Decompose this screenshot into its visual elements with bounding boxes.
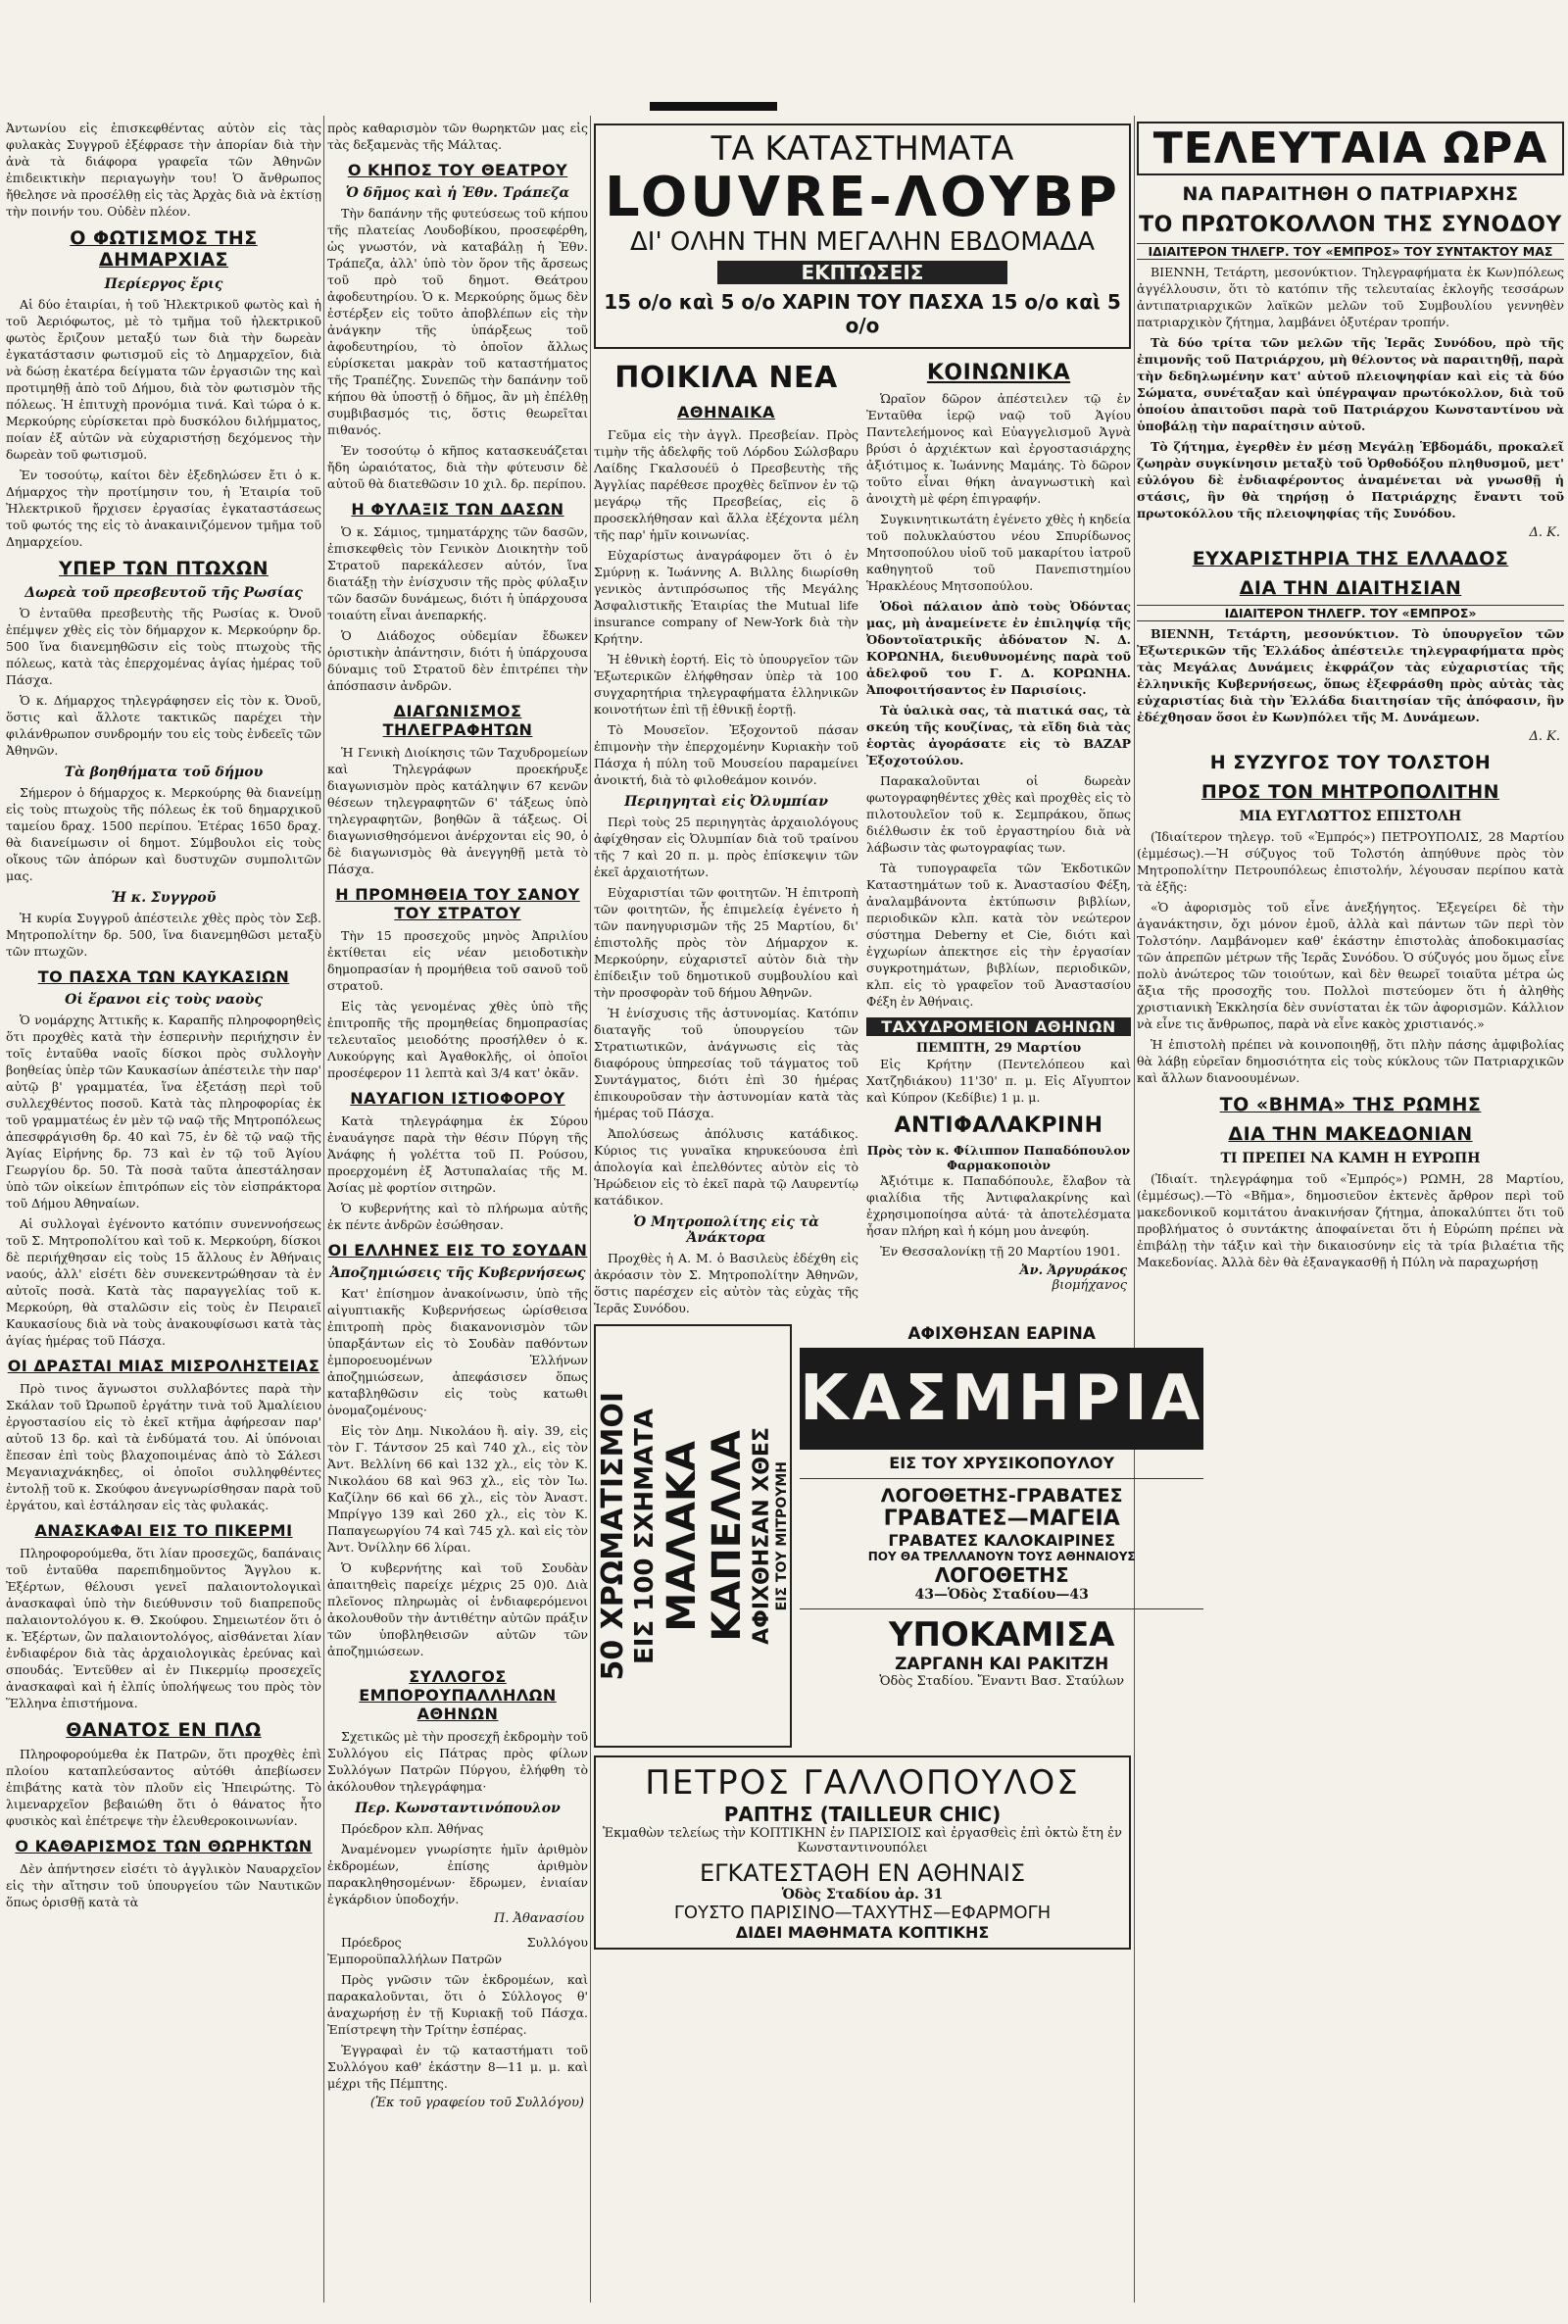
signature: Π. Ἀθανασίου	[494, 1911, 584, 1926]
subheadline: Οἱ ἔρανοι εἰς τοὺς ναοὺς	[65, 992, 263, 1008]
masthead-rule	[650, 102, 777, 111]
signature: Δ. Κ.	[1529, 525, 1560, 540]
post-date: ΠΕΜΠΤΗ, 29 Μαρτίου	[915, 1041, 1082, 1056]
column-rule	[590, 116, 591, 2302]
article-text: Ὁ ἐνταῦθα πρεσβευτὴς τῆς Ρωσίας κ. Ὀνοῦ ἐπέμψεν χθὲς εἰς τὸν δήμαρχον κ. Μερκούρην δρ. 500 ἵνα διανεμηθῶσιν εἰς τοὺς πτωχοὺς τῆς πόλεως, κατὰ τὰς ἐπερχομένας ἁγίας ἡμέρας τοῦ Πάσχα.	[6, 606, 321, 687]
ad-headline: ΥΠΟΚΑΜΙΣΑ	[888, 1615, 1115, 1655]
article-text: Γεῦμα εἰς τὴν ἀγγλ. Πρεσβείαν. Πρὸς τιμὴν τῆς ἀδελφῆς τοῦ Λόρδου Σώλσβαρυ Λαίδης Γκαλσουέϋ ὁ Πρεσβευτὴς τῆς Ἀγγλίας παρέθεσε προχθὲς δεῖπνον ἐν τῷ μεγάρῳ τῆς Πρεσβείας, εἰς ὃ προσεκλήθησαν καὶ ἄλλα ἐξέχοντα μέλη τῆς παρ' ἡμῖν κοινωνίας.	[594, 427, 858, 542]
ad-brand: LOUVRE-ΛΟΥΒΡ	[605, 166, 1120, 229]
ad-line: ΑΦΙΧΘΗΣΑΝ ΕΑΡΙΝΑ	[907, 1324, 1096, 1344]
subheadline: ΤΙ ΠΡΕΠΕΙ ΝΑ ΚΑΜΗ Η ΕΥΡΩΠΗ	[1220, 1151, 1481, 1166]
section-subheadline: ΑΘΗΝΑΙΚΑ	[677, 403, 775, 421]
article-text: ΒΙΕΝΝΗ, Τετάρτη, μεσονύκτιον. Τὸ ὑπουργεῖον τῶν Ἐξωτερικῶν τῆς Ἑλλάδος ἀπέστειλε τηλεγραφήματα πρὸς τὰς Μεγάλας Δυνάμεις ἐκφράζον τὰς εὐχαριστίας τῆς ἑλληνικῆς Κυβερνήσεως, ὅπως ἐξεφράσθη πρὸς αὐτὰς τὰς εὐχαριστίας διὰ τὴν Ἑλλάδα διαιτησίαν τῆς ἀπόφασιν, ἣν ἐδέχθησαν ὅσοι ἐν Κων)πόλει τῆς Μ. Δυνάμεων.	[1137, 626, 1564, 724]
ad-line: ΕΙΣ ΤΟΥ ΜΙΤΡΟΥΜΗ	[774, 1460, 790, 1611]
article-text: Πληροφορούμεθα, ὅτι λίαν προσεχῶς, δαπάναις τοῦ ἐνταῦθα παρεπιδημοῦντος Ἄγγλου κ. Ἐξέρτων, θέλουσι γενεῖ παλαιοντολογικαὶ ἀνασκαφαὶ ὑπὸ τὴν διεύθυνσιν τοῦ διαπρεποῦς παλαιοντολόγου κ. Θ. Σκούφου. Σημειωτέον ὅτι ὁ κ. Ἐξέρτων, ὢν παλαιοντολόγος, αἰσθάνεται λίαν ἐνδιαφέρον διὰ τὰς ἀρχαιολογικὰς ἐρεύνας καὶ σπουδάς. Ἐντεῦθεν αἱ ἐν Πικερμίῳ προσεχεῖς ἀνασκαφαὶ καὶ ἡ ἐλπίς ὑπολήψεως του πρὸς τὸν Ἕλληνα ἐπιστήμονα.	[6, 1546, 321, 1710]
article-text: Ἀναμένομεν γνωρίσητε ἡμῖν ἀριθμὸν ἐκδρομέων, ἐπίσης ἀριθμὸν παρακληθησομένων· ἔδρωμεν, ἐνιαίαν ἐγκάρδιον ὑποδοχήν.	[327, 1842, 588, 1906]
ad-headline: ΑΝΤΙΦΑΛΑΚΡΙΝΗ	[894, 1113, 1103, 1138]
article-text: Πρόεδρος Συλλόγου Ἐμποροϋπαλλήλων Πατρῶν	[327, 1935, 588, 1966]
article-text: Πρόεδρον κλπ. Ἀθήνας	[341, 1821, 484, 1836]
headline: Η ΠΡΟΜΗΘΕΙΑ ΤΟΥ ΣΑΝΟΥ ΤΟΥ ΣΤΡΑΤΟΥ	[335, 885, 580, 922]
news-columns	[594, 353, 1131, 1320]
article-text: (Ἰδιαίτερον τηλεγρ. τοῦ «Ἐμπρός») ΠΕΤΡΟΥΠΟΛΙΣ, 28 Μαρτίου (ἐμμέσως).—Ἡ σύζυγος τοῦ Τολστόη ἀπηύθυνε πρὸς τὸν Μητροπολίτην Πετρουπόλεως ἐπιστολήν, λέγουσαν περίπου κατὰ τὰ ἑξῆς:	[1137, 829, 1564, 894]
article-text: Τὸ Μουσεῖον. Ἐξοχοντοῦ πάσαν ἐπιμονὴν τὴν ἐπερχομένην Κυριακὴν τοῦ Πάσχα ἡ πύλη τοῦ Μουσείου παραμείνει ἀνοικτή, διὰ τὸ φιλοθεάμον κοινόν.	[594, 722, 858, 787]
signature: Ἀν. Ἀργυράκος	[1019, 1263, 1127, 1278]
headline: ΝΑΥΑΓΙΟΝ ΙΣΤΙΟΦΟΡΟΥ	[350, 1089, 565, 1108]
article-text: Τὸ ζήτημα, ἐγερθὲν ἐν μέσῃ Μεγάλῃ Ἑβδομάδι, προκαλεῖ ζωηρὰν συγκίνησιν μεταξὺ τοῦ Ὀρθοδόξου πληθυσμοῦ, μετ' εὐλόγου δὲ ἐνδιαφέροντος ἀναμένεται νὰ γνωσθῇ ἡ στάσις, ἣν θὰ τηρήσῃ ὁ Πατριάρχης ἔναντι τοῦ πρωτοκόλλου τῆς πλειοψηφίας τῆς Συνόδου.	[1137, 439, 1564, 520]
article-text: Ὁ κ. Σάμιος, τμηματάρχης τῶν δασῶν, ἐπισκεφθεὶς τὸν Γενικὸν Διοικητὴν τοῦ Στρατοῦ παρεκάλεσεν αὐτόν, ἵνα διατάξῃ τὴν ἐνίσχυσιν τῆς πρὸς φύλαξιν τῶν δασῶν δυνάμεως, διότι ἡ ὑπάρχουσα τοιαύτη εἶναι ἀνεπαρκής.	[327, 524, 588, 622]
headline: ΕΥΧΑΡΙΣΤΗΡΙΑ ΤΗΣ ΕΛΛΑΔΟΣ	[1192, 548, 1509, 569]
headline: ΟΙ ΕΛΛΗΝΕΣ ΕΙΣ ΤΟ ΣΟΥΔΑΝ	[327, 1241, 588, 1260]
article-text: Ὁ Διάδοχος οὐδεμίαν ἔδωκεν ὁριστικὴν ἀπάντησιν, διότι ἡ ὑπάρχουσα δύναμις τοῦ Στρατοῦ δὲν ἐπιτρέπει τὴν ἀπόσπασιν ἀνδρῶν.	[327, 628, 588, 693]
section-title: ΤΕΛΕΥΤΑΙΑ ΩΡΑ	[1137, 122, 1564, 175]
subheadline: Περιηγηταὶ εἰς Ὀλυμπίαν	[624, 794, 828, 810]
article-text: Σήμερον ὁ δήμαρχος κ. Μερκούρης θὰ διανείμῃ εἰς τοὺς πτωχοὺς τῆς πόλεως ἐκ τοῦ δημαρχικοῦ ταμείου δραχ. 1500 περίπου. Ἑτέρας 1650 δραχ. θὰ διανείμωσιν οἱ δημοτ. Σύμβουλοι εἰς τοὺς οἴκους τῶν ἀπόρων καὶ δυστυχῶν συμπολιτῶν μας.	[6, 785, 321, 883]
louvre-advertisement	[594, 124, 1131, 349]
headline: Η ΣΥΖΥΓΟΣ ΤΟΥ ΤΟΛΣΤΟΗ	[1209, 752, 1492, 773]
ad-headline: ΠΕΤΡΟΣ ΓΑΛΛΟΠΟΥΛΟΣ	[645, 1763, 1080, 1803]
article-text: Κατ' ἐπίσημον ἀνακοίνωσιν, ὑπὸ τῆς αἰγυπτιακῆς Κυβερνήσεως ὡρίσθεισα ἐπιτροπὴ πρὸς διακανονισμὸν τῶν ὑπαρξάντων εἰς τὸ Σουδὰν παθόντων ἐμποροευομένων Ἑλλήνων ἀποζημιώσεων, ἀπεφάσισεν ὅπως καταβληθῶσιν εἰς τοὺς κατωθι ὀνομαζομένους·	[327, 1286, 588, 1417]
headline: ΔΙΑΓΩΝΙΣΜΟΣ ΤΗΛΕΓΡΑΦΗΤΩΝ	[382, 702, 533, 739]
subheadline: ΜΙΑ ΕΥΓΛΩΤΤΟΣ ΕΠΙΣΤΟΛΗ	[1239, 809, 1462, 824]
subheadline: Τὰ βοηθήματα τοῦ δήμου	[64, 765, 264, 780]
article-text: Εἰς Κρήτην (Πεντελόπεου καὶ Χατζηδιάκου) 11'30' π. μ. Εἰς Αἴγυπτον καὶ Κύπρον (Κεδίβιε) 1 μ. μ.	[866, 1057, 1131, 1105]
ad-subtitle: ΔΙ' ΟΛΗΝ ΤΗΝ ΜΕΓΑΛΗΝ ΕΒΔΟΜΑΔΑ	[629, 227, 1096, 257]
ad-address: Ὁδὸς Σταδίου. Ἔναντι Βασ. Σταύλων	[879, 1674, 1125, 1689]
ad-line: ΡΑΠΤΗΣ (TAILLEUR CHIC)	[723, 1803, 1002, 1826]
subheadline: Ἀποζημιώσεις τῆς Κυβερνήσεως	[329, 1265, 586, 1281]
ad-line: ΓΟΥΣΤΟ ΠΑΡΙΣΙΝΟ—ΤΑΧΥΤΗΣ—ΕΦΑΡΜΟΓΗ	[673, 1903, 1052, 1923]
article-text: Πρὸ τινος ἄγνωστοι συλλαβόντες παρὰ τὴν Σκάλαν τοῦ Ὠρωποῦ ἐργάτην τινὰ τοῦ Ἀμαλίειου ἐργοστασίου εἰς τὸ ἐκεῖ κτῆμα ἀφήρεσαν παρ' αὐτοῦ 13 δρ. καὶ τὰ ἐνδύματά του. Αἱ ὑπόνοιαι ἔπεσαν ἐπὶ τοὺς βλαχοποιμένας ἀπὸ τὸ Σάλεσι Μεγανιαχνάκηδες, οἱ ὁποῖοι συλληφθέντες ἐντολῇ τοῦ κ. Σκούφου ἀνεγνωρίσθησαν παρὰ τοῦ ἐργάτου, καὶ ἐστάλησαν εἰς τὰς φυλακάς.	[6, 1381, 321, 1512]
ad-line: ΜΑΛΑΚΑ	[660, 1440, 705, 1632]
ad-line: ΛΟΓΟΘΕΤΗΣ	[934, 1563, 1069, 1587]
article-text: Προχθὲς ἡ Α. Μ. ὁ Βασιλεὺς ἐδέχθη εἰς ἀκρόασιν τὸν Σ. Μητροπολίτην Ἀθηνῶν, ὅστις παρέσχεν εἰς αὐτὸν τὰς εὐχὰς τῆς Ἱερᾶς Συνόδου.	[594, 1251, 858, 1315]
ad-line: ΕΓΚΑΤΕΣΤΑΘΗ ΕΝ ΑΘΗΝΑΙΣ	[699, 1859, 1026, 1887]
ad-line: ΕΙΣ 100 ΣΧΗΜΑΤΑ	[630, 1408, 660, 1664]
signature: (Ἐκ τοῦ γραφείου τοῦ Συλλόγου)	[369, 2096, 584, 2110]
article-text: Τὰ δύο τρίτα τῶν μελῶν τῆς Ἱερᾶς Συνόδου, πρὸ τῆς ἐπιμονῆς τοῦ Πατριάρχου, μὴ θέλοντος νὰ παραιτηθῇ, παρὰ τὴν δεδηλωμένην κατ' αὐτοῦ πλειοψηφίαν καὶ εἰς τὰ δύο Σώματα, συνέταξαν καὶ ὑπέγραψαν πρωτόκολλον, διὰ τοῦ ὁποίου ἀπαιτοῦσι παρὰ τοῦ Πατριάρχου Κωνσταντίνου νὰ ὑποβάλῃ τὴν παραίτησιν αὐτοῦ.	[1137, 335, 1564, 433]
headline: ΤΟ «ΒΗΜΑ» ΤΗΣ ΡΩΜΗΣ	[1219, 1094, 1482, 1115]
ad-date: Ἐν Θεσσαλονίκῃ τῇ 20 Μαρτίου 1901.	[880, 1244, 1121, 1259]
article-text: Δὲν ἀπήντησεν εἰσέτι τὸ ἀγγλικὸν Ναυαρχεῖον εἰς τὴν αἴτησιν τοῦ ὑπουργείου τῶν Ναυτικῶν ὅπως ὁρισθῇ κατὰ τὰ	[6, 1861, 321, 1909]
article-text: πρὸς καθαρισμὸν τῶν θωρηκτῶν μας εἰς τὰς δεξαμενὰς τῆς Μάλτας.	[327, 121, 588, 152]
section-headline: ΠΟΙΚΙΛΑ ΝΕΑ	[614, 361, 838, 395]
ad-line: ΓΡΑΒΑΤΕΣ—ΜΑΓΕΙΑ	[883, 1507, 1120, 1531]
ad-text: Ἐκμαθὼν τελείως τὴν ΚΟΠΤΙΚΗΝ ἐν ΠΑΡΙΣΙΟΙΣ καὶ ἐργασθεὶς ἐπὶ ὀκτὼ ἔτη ἐν Κωνσταντινουπόλει	[603, 1826, 1122, 1855]
article-text: Ἐν τοσούτῳ, καίτοι δὲν ἐξεδηλώσεν ἔτι ὁ κ. Δήμαρχος τὴν προτίμησιν του, ἡ Ἑταιρία τοῦ Ἠλεκτρικοῦ ἤρχισεν ἐργασίας ἐγκαταστάσεως τοῦ φωτός της εἰς τὸ ἀνακαινιζόμενον τμῆμα τοῦ Δημαρχείου.	[6, 468, 321, 549]
column-rule	[1134, 116, 1135, 2302]
article-text: Πρὸς γνῶσιν τῶν ἐκδρομέων, καὶ παρακαλοῦνται, ὅτι ὁ Σύλλογος θ' ἀναχωρήσῃ ἐν τῇ Κυριακῇ τοῦ Πάσχα. Ἐπίστρεψη τὴν Τρίτην ἑσπέρας.	[327, 1972, 588, 2037]
subheadline: Ἡ κ. Συγγροῦ	[111, 890, 217, 906]
subheadline: Περ. Κωνσταντινόπουλον	[355, 1801, 561, 1816]
article-text: Εὐχαριστίαι τῶν φοιτητῶν. Ἡ ἐπιτροπὴ τῶν φοιτητῶν, ἧς ἐπιμελείᾳ ἐγένετο ἡ τῶν πανηγυρισμῶν τῆς 25 Μαρτίου, δι' ἐπιστολῆς πρὸς τὸν Δήμαρχον κ. Μερκούρην, εὐχαριστεῖ αὐτὸν διὰ τὴν ἐπίδειξιν τοῦ δημοτικοῦ συμβουλίου καὶ τὴν προσφορὰν τοῦ δήμου Ἀθηνῶν.	[594, 885, 858, 1000]
column-2	[327, 120, 588, 2302]
ad-address: 43—Ὁδὸς Σταδίου—43	[914, 1587, 1089, 1603]
headline: ΣΥΛΛΟΓΟΣ ΕΜΠΟΡΟΥΠΑΛΛΗΛΩΝ ΑΘΗΝΩΝ	[359, 1667, 557, 1723]
ad-line: ΕΙΣ ΤΟΥ ΧΡΥΣΙΚΟΠΟΥΛΟΥ	[889, 1454, 1115, 1472]
article-text: Αἱ δύο ἑταιρίαι, ἡ τοῦ Ἠλεκτρικοῦ φωτὸς καὶ ἡ τοῦ Ἀεριόφωτος, μὲ τὸ τμῆμα τοῦ ἠλεκτρικοῦ φωτὸς ἔριζουν μεταξύ των διὰ τὴν δωρεὰν ἐγκατάστασιν φωτισμοῦ εἰς τὸ Δημαρχεῖον, διὰ νὰ δώσῃ ἑκατέρα δείγματα τῶν ἐργασιῶν της καὶ προτιμηθῇ ἀπὸ τοῦ Δήμου, διὰ τὸν φωτισμὸν τῆς πόλεως. Ἡ ἐπιτυχὴ προνόμια τινά. Καὶ τώρα ὁ κ. Μερκούρης εὑρίσκεται πρὸ δυσκόλου διλήμματος, ποίαν ἐξ αὐτῶν νὰ εὐχαριστήσῃ δεχόμενος τὴν δωρεὰν τοῦ φωτισμοῦ.	[6, 297, 321, 462]
column-rule	[323, 116, 324, 2302]
ad-line: ΓΡΑΒΑΤΕΣ ΚΑΛΟΚΑΙΡΙΝΕΣ	[888, 1531, 1115, 1550]
ad-address: Ὁδὸς Σταδίου ἀρ. 31	[781, 1887, 944, 1903]
article-text: «Ὁ ἀφορισμὸς τοῦ εἶνε ἀνεξήγητος. Ἐξεγείρει δὲ τὴν ἀγανάκτησιν, ὄχι μόνον ἐμοῦ, ἀλλὰ καὶ πάντων τῶν περὶ τὸν Τολστόην. Λαμβάνομεν καθ' ἑκάστην ἐπιστολὰς ἀποδοκιμασίας τῶν ἀπρεπῶν μέτρων τῆς Ἱερᾶς Συνόδου. Ὁ σύζυγός μου ὅμως εἶνε πολὺ ἀνώτερος τῶν τοιούτων, καὶ δὲν θεωρεῖ τοιαῦτα μέτρα ὡς ἄξια τῆς προσοχῆς του. Πολλοὶ πιστεύομεν ὅτι ἡ ἀληθὴς χριστιανικὴ Ἐκκλησία δὲν συνίσταται ἐκ τῶν ἀφορισμῶν. Κάλλιον νὰ εἶνε τις ἄνθρωπος, παρὰ νὰ εἶνε κακὸς χριστιανός.»	[1137, 900, 1564, 1031]
headline: Ο ΦΩΤΙΣΜΟΣ ΤΗΣ ΔΗΜΑΡΧΙΑΣ	[70, 227, 258, 271]
article-text: Ἐν τοσούτῳ ὁ κῆπος κατασκευάζεται ἤδη ὡραιότατος, διὰ τὴν φύτευσιν δὲ αὐτοῦ θὰ διατεθῶσιν 10 χιλ. δρ. περίπου.	[327, 443, 588, 491]
column-3	[594, 120, 1204, 2302]
ad-title: ΤΑ ΚΑΤΑΣΤΗΜΑΤΑ	[710, 129, 1014, 169]
headline: Ο ΚΗΠΟΣ ΤΟΥ ΘΕΑΤΡΟΥ	[347, 161, 568, 179]
article-text: Τὴν 15 προσεχοῦς μηνὸς Ἀπριλίου ἐκτίθεται εἰς νέαν μειοδοτικὴν δημοπρασίαν ἡ προμήθεια τοῦ σανοῦ τοῦ στρατοῦ.	[327, 928, 588, 993]
ad-line: ΖΑΡΓΑΝΗ ΚΑΙ ΡΑΚΙΤΖΗ	[895, 1655, 1109, 1674]
article-text: Πληροφορούμεθα ἐκ Πατρῶν, ὅτι προχθὲς ἐπὶ πλοίου καταπλεύσαντος αὐτόθι ἀπεβίωσεν ἐπιβάτης κατὰ τὸν πλοῦν εἰς Ἠπειρώτης. Τὸ λιμεναρχεῖον βεβαιώθη ὅτι ὁ θάνατος ἦτο φυσικὸς καὶ ἐπέτρεψε τὴν ἐλευθεροκοινωνίαν.	[6, 1747, 321, 1828]
dateline: ΙΔΙΑΙΤΕΡΟΝ ΤΗΛΕΓΡ. ΤΟΥ «ΕΜΠΡΟΣ»	[1137, 605, 1564, 621]
headline: ΤΟ ΠΑΣΧΑ ΤΩΝ ΚΑΥΚΑΣΙΩΝ	[37, 967, 290, 986]
article-text: Συγκινητικωτάτη ἐγένετο χθὲς ἡ κηδεία τοῦ πολυκλαύστου νέου Σπυρίδωνος Μητσοπούλου υἱοῦ τοῦ μακαρίτου ἰατροῦ καθηγητοῦ τοῦ Πανεπιστημίου Ἡρακλέους Μητσοπούλου.	[866, 512, 1131, 593]
article-text: Σχετικῶς μὲ τὴν προσεχῆ ἐκδρομὴν τοῦ Συλλόγου εἰς Πάτρας πρὸς φίλων Συλλόγων Πατρῶν Πύργου, ἐλήφθη τὸ ἀκόλουθον τηλεγράφημα·	[327, 1729, 588, 1794]
article-text: Ἡ ἐπιστολὴ πρέπει νὰ κοινοποιηθῇ, ὅτι πλὴν πάσης ἀμφιβολίας θὰ λάβῃ εὐρεῖαν δημοσιότητα εἰς τοὺς κύκλους τῶν Πατριαρχικῶν καὶ ἄλλων διανοουμένων.	[1137, 1037, 1564, 1085]
ad-text: Ἀξιότιμε κ. Παπαδόπουλε, ἔλαβον τὰ φιαλίδια τῆς Ἀντιφαλακρίνης καὶ ἐχρησιμοποίησα αὐτά· τὰ ἀποτελέσματα ἦσαν πλήρη καὶ ἡ κόμη μου ἀνεφύη.	[866, 1173, 1131, 1238]
ad-line: ΔΙΔΕΙ ΜΑΘΗΜΑΤΑ ΚΟΠΤΙΚΗΣ	[735, 1923, 990, 1942]
ad-text: Ὁδοὶ πάλαιον ἀπὸ τοὺς Ὀδόντας μας, μὴ ἀναμείνετε ἐν ἐπιληψίᾳ τῆς Ὀδοντοϊατρικῆς ἀδόνατον Ν. Δ. ΚΟΡΩΝΗΑ, διευθυνομένης παρὰ τοῦ ἀδελφοῦ του Γ. Δ. ΚΟΡΩΝΗΑ. Ἀποφοιτήσαντος ἐν Παρισίοις.	[866, 599, 1131, 697]
article-text: Τὰ τυπογραφεῖα τῶν Ἐκδοτικῶν Καταστημάτων τοῦ κ. Ἀναστασίου Φέξη, ἀναλαμβάνοντα ἐκτύπωσιν βιβλίων, περιοδικῶν κλπ. κατὰ τὸν νεώτερον σύστημα Deberny et Cie, διότι καὶ ἐγχωρίων ἀπεκτησε εἰς τὴν ἐργασίαν συγκροτημάτων, βιβλίων, περιοδικῶν, κλπ. εἰς τὸ γραφεῖον τοῦ Ἀναστασίου Φέξη ἐν Ἀθήναις.	[866, 861, 1131, 1009]
subheadline: Δωρεὰ τοῦ πρεσβευτοῦ τῆς Ρωσίας	[24, 585, 303, 601]
article-text: Τὴν δαπάνην τῆς φυτεύσεως τοῦ κήπου τῆς πλατείας Λουδοβίκου, προσεφέρθη, ὡς γνωστόν, νὰ καταβάλῃ ἡ Ἐθν. Τράπεζα, ἀλλ' ὑπὸ τὸν ὅρον τῆς ἄρσεως τοῦ πρὸ τοῦ δημοτ. Θεάτρου ἀφοδευτηρίου. Ὁ κ. Μερκούρης ὅμως δὲν ἐστέρξεν εἰς τοῦτο ἀποβλέπων εἰς τὴν ἀνάγκην τῆς ὑπάρξεως τοῦ ἀφοδευτηρίου, τὸ ὁποῖον ἄλλως εὑρίσκεται μακρὰν τοῦ καταστήματος τῆς Τραπέζης. Συνεπῶς τὴν δαπάνην τοῦ κήπου θὰ ὑποστῇ ὁ δῆμος, ἂν μὴ ἐπέλθῃ συμβιβασμός τις, ὅστις θεωρεῖται πιθανός.	[327, 206, 588, 437]
article-text: Ἡ ἐνίσχυσις τῆς ἀστυνομίας. Κατόπιν διαταγῆς τοῦ ὑπουργείου τῶν Στρατιωτικῶν, ἀνάγνωσις εἰς τὰς διαφόρους ὑπηρεσίας τοῦ τάγματος τοῦ Συντάγματος, διότι ἐπὶ 30 ἡμέρας ἐπικουροῦσαν τὴν ἀστυνομίαν κατὰ τὰς ἡμέρας τοῦ Πάσχα.	[594, 1006, 858, 1120]
ad-band: ΕΚΠΤΩΣΕΙΣ	[717, 261, 1007, 284]
headline: Ο ΚΑΘΑΡΙΣΜΟΣ ΤΩΝ ΘΩΡΗΚΤΩΝ	[15, 1837, 313, 1855]
column-4	[1137, 120, 1564, 2302]
ad-line: ΠΟΥ ΘΑ ΤΡΕΛΛΑΝΟΥΝ ΤΟΥΣ ΑΘΗΝΑΙΟΥΣ	[867, 1550, 1136, 1563]
article-text: Ὁ νομάρχης Ἀττικῆς κ. Καραπῆς πληροφορηθεὶς ὅτι προχθὲς κατὰ τὴν ἑσπερινὴν περιήχησιν ἐν τοῖς ἐνταῦθα ναοῖς δίσκοι πρὸς συλλογὴν βοηθείας ὑπὲρ τῶν Καυκασίων ἀπέστειλε τὴν παρ' αὐτῷ β' γραμματέα, ἵνα ἐξετάσῃ περὶ τοῦ συλλεχθέντος ποσοῦ. Κατὰ τὰς πληροφορίας ἐκ τοῦ γραμματέως ἐν μὲν τῷ ναῷ τῆς Μητροπόλεως ἀπεσφράγισθη δρ. 40 καὶ 75, ἐν δὲ τῷ ναῷ τῆς Ἁγίας Εἰρήνης δρ. 73 καὶ ἐν τῷ τοῦ Ἁγίου Γεωργίου δρ. 50. Τὰ ποσὰ ταῦτα ἀπεστάλησαν ὑπὸ τῶν οἰκείων ἐπιτρόπων εἰς τὸν εἰσπράκτορα τοῦ Δήμου Ἀθηναίων.	[6, 1013, 321, 1211]
article-text: Αἱ συλλογαὶ ἐγένοντο κατόπιν συνεννοήσεως τοῦ Σ. Μητροπολίτου καὶ τοῦ κ. Μερκούρη, δίσκοι δὲ περιήχθησαν εἰς τοὺς 15 ἄλλους ἐν Ἀθήναις ναούς, ἀλλ' εἰσέτι δὲν συνεκεντρώθησαν τὰ ἐν αὐτοῖς ποσὰ. Κατὰ τὰς παραγγελίας τοῦ κ. Μερκούρη, θὰ σταλῶσιν εἰς τοὺς ἐν Πειραιεῖ Καυκασίους διὰ νὰ τοὺς ἀνακουφίσωσι κατὰ τὰς ἁγίας ἡμέρας τοῦ Πάσχα.	[6, 1216, 321, 1348]
ad-text: Τὰ ὑαλικὰ σας, τὰ πιατικά σας, τὰ σκεύη τῆς κουζίνας, τὰ εἴδη διὰ τὰς ἑορτὰς ἀγοράσατε εἰς τὸ ΒΑΖΑΡ Ἐξοχοτούλου.	[866, 703, 1131, 767]
ad-line: ΚΑΠΕΛΛΑ	[705, 1430, 750, 1642]
column-1	[6, 120, 321, 2302]
article-text: Ὁ κ. Δήμαρχος τηλεγράφησεν εἰς τὸν κ. Ὀνοῦ, ὅστις καὶ ἄλλοτε τακτικῶς παρέχει τὴν φιλάνθρωπον συνδρομήν του εἰς τοὺς ἐνδεεῖς τῶν Ἀθηνῶν.	[6, 693, 321, 758]
headline: ΟΙ ΔΡΑΣΤΑΙ ΜΙΑΣ ΜΙΣΡΟΛΗΣΤΕΙΑΣ	[7, 1357, 320, 1375]
ad-line: ΛΟΓΟΘΕΤΗΣ-ΓΡΑΒΑΤΕΣ	[880, 1485, 1123, 1507]
ad-discount: 15 ο/ο καὶ 5 ο/ο ΧΑΡΙΝ ΤΟΥ ΠΑΣΧΑ 15 ο/ο καὶ 5 ο/ο	[604, 290, 1121, 337]
headline: Η ΦΥΛΑΞΙΣ ΤΩΝ ΔΑΣΩΝ	[351, 500, 564, 519]
section-headline: ΤΑΧΥΔΡΟΜΕΙΟΝ ΑΘΗΝΩΝ	[866, 1017, 1131, 1036]
article-text: Ἀπολύσεως ἀπόλυσις κατάδικος. Κύριος τις γυναῖκα κηρυκεύουσα ἐπὶ ἀπολογία καὶ ἐπελθόντες αὐτὸν εἰς τὸ Ἡρώδειον εἰς τὸ ἐκεῖ παρὰ τῷ Λαυρεντίῳ κατάδικον.	[594, 1126, 858, 1208]
dateline: ΙΔΙΑΙΤΕΡΟΝ ΤΗΛΕΓΡ. ΤΟΥ «ΕΜΠΡΟΣ» ΤΟΥ ΣΥΝΤΑΚΤΟΥ ΜΑΣ	[1137, 243, 1564, 260]
headline: ΝΑ ΠΑΡΑΙΤΗΘΗ Ο ΠΑΤΡΙΑΡΧΗΣ	[1182, 183, 1519, 205]
section-headline: ΚΟΙΝΩΝΙΚΑ	[926, 361, 1071, 385]
article-text: ΒΙΕΝΝΗ, Τετάρτη, μεσονύκτιον. Τηλεγραφήματα ἐκ Κων)πόλεως ἀγγέλλουσιν, ὅτι τὸ κατόπιν τῆς τελευταίας ἐκλογῆς τεσσάρων ἀντιπατριαρχικῶν λαϊκῶν μελῶν τοῦ Συμβουλίου γεννηθὲν πατριαρχικὸν ζήτημα, λαμβάνει ὀξυτέραν τροπήν.	[1137, 265, 1564, 329]
tailor-advertisement	[594, 1755, 1131, 1950]
ad-line: ΑΦΙΧΘΗΣΑΝ ΧΘΕΣ	[750, 1427, 774, 1645]
article-text: Ἀντωνίου εἰς ἐπισκεφθέντας αὐτὸν εἰς τὰς φυλακὰς Συγγροῦ ἐξέφρασε τὴν ἀπορίαν διὰ τὴν ἀνὰ τὰ διάφορα γραφεῖα τῶν Ἀθηνῶν ἐπιδεικτικὴν περιαγωγὴν του! Ὁ ἄνθρωπος ἤθελησε νὰ προσέλθῃ εἰς τὰς Ἀρχὰς διὰ νὰ ἐκτίσῃ τὴν ποινήν του. Οὐδὲν πλέον.	[6, 121, 321, 219]
news-right	[866, 353, 1131, 1320]
ads-row	[594, 1324, 1204, 1748]
news-left	[594, 353, 858, 1320]
headline: ΠΡΟΣ ΤΟΝ ΜΗΤΡΟΠΟΛΙΤΗΝ	[1200, 781, 1500, 803]
article-text: Εἰς τὸν Δημ. Νικολάου ἢ. αἰγ. 39, εἰς τὸν Γ. Τάντσον 25 καὶ 740 χλ., εἰς τὸν Ἀντ. Βελλίνη 66 καὶ 132 χλ., εἰς τὸν Κ. Νικολάου 68 καὶ 963 χλ., εἰς τὸν Ἰω. Καζίλην 66 καὶ 66 χλ., εἰς τὸν Ἀναστ. Μπρίγγο 139 καὶ 260 χλ., εἰς τὸν Κ. Παπαγεωργίου 74 καὶ 745 χλ. καὶ εἰς τὸν Ἀντ. Ὀνίλλην 66 λίραι.	[327, 1423, 588, 1555]
ad-line: 50 ΧΡΩΜΑΤΙΣΜΟΙ	[596, 1391, 630, 1681]
headline: ΔΙΑ ΤΗΝ ΜΑΚΕΔΟΝΙΑΝ	[1228, 1123, 1473, 1145]
signature-role: βιομήχανος	[1052, 1278, 1127, 1293]
headline: ΤΟ ΠΡΩΤΟΚΟΛΛΟΝ ΤΗΣ ΣΥΝΟΔΟΥ	[1139, 213, 1562, 237]
article-text: Ὁ κυβερνήτης καὶ τὸ πλήρωμα αὐτῆς ἐκ πέντε ἀνδρῶν ἐσώθησαν.	[327, 1201, 588, 1232]
article-text: Ἐγγραφαὶ ἐν τῷ καταστήματι τοῦ Συλλόγου καθ' ἑκάστην 8—11 μ. μ. καὶ μέχρι τῆς Πέμπτης.	[327, 2043, 588, 2091]
article-text: Ὡραῖον δῶρον ἀπέστειλεν τῷ ἐν Ἐνταῦθα ἱερῷ ναῷ τοῦ Ἁγίου Παντελεήμονος καὶ Εὐαγγελισμοῦ Ἁγνὰ βρύσι ὁ ἀρχιέκτων καὶ ἐργοστασιάρχης ἀξιότιμος κ. Ἰωάννης Μαμάης. Τὸ δῶρον τοῦτο εἶναι θήκη ἀναγνωστικὴ καὶ ἀνοιχτὴ μὲ φέρη ἐπιγραφήν.	[866, 391, 1131, 506]
kasmiria-banner: ΚΑΣΜΗΡΙΑ	[800, 1348, 1203, 1450]
article-text: Εἰς τὰς γενομένας χθὲς ὑπὸ τῆς ἐπιτροπῆς τῆς προμηθείας δημοπρασίας τελευταῖος μειοδότης προσήλθεν ὁ κ. Λυκούργης καὶ Ἀγαθοκλῆς, οἱ ὁποῖοι προσέφερον 11 λεπτὰ καὶ 3/4 κατ' ὀκᾶν.	[327, 999, 588, 1080]
article-text: Ἡ κυρία Συγγροῦ ἀπέστειλε χθὲς πρὸς τὸν Σεβ. Μητροπολίτην δρ. 500, ἵνα διανεμηθῶσι μεταξὺ τῶν πτωχῶν.	[6, 911, 321, 959]
article-text: Ἡ ἐθνικὴ ἑορτή. Εἰς τὸ ὑπουργεῖον τῶν Ἐξωτερικῶν ἐλήφθησαν ὑπὲρ τὰ 100 συγχαρητήρια τηλεγραφήματα ἑλληνικῶν κοινοτήτων ἐπὶ τῇ ἐθνικῇ ἑορτῇ.	[594, 652, 858, 717]
article-text: Εὐχαρίστως ἀναγράφομεν ὅτι ὁ ἐν Σμύρνῃ κ. Ἰωάννης Α. Βιλλης διωρίσθη γενικὸς ἀντιπρόσωπος τῆς Μεγάλης Ἀσφαλιστικῆς Ἑταιρίας the Mutual life insurance company of New-York διὰ τὴν Κρήτην.	[594, 548, 858, 646]
subheadline: Περίεργος ἔρις	[104, 276, 223, 292]
article-text: Ἡ Γενικὴ Διοίκησις τῶν Ταχυδρομείων καὶ Τηλεγράφων προεκήρυξε διαγωνισμὸν πρὸς κατάληψιν 67 κενῶν θέσεων τηλεγραφητῶν 6' τάξεως ὑπὸ τηλεγραφητῶν, βοηθῶν ἃ τάξεως. Οἱ διαγωνισθησόμενοι ἀνέρχονται εἰς 90, ὁ δὲ διαγωνισμὸς θὰ ἀνεγγηθῇ μετὰ τὸ Πάσχα.	[327, 745, 588, 876]
article-text: Κατὰ τηλεγράφημα ἐκ Σύρου ἐναυάγησε παρὰ τὴν θέσιν Πύργη τῆς Ἀνάφης ἡ γολέττα τοῦ Π. Ρούσου, προερχομένη ἐξ Ἀστυπαλαίας τῆς Μ. Ἀσίας μὲ φορτίον σιτηρῶν.	[327, 1113, 588, 1195]
ad-addressee: Πρὸς τὸν κ. Φίλιππον Παπαδόπουλον Φαρμακοποιὸν	[866, 1143, 1131, 1172]
subheadline: Ὁ Μητροπολίτης εἰς τὰ Ἀνάκτορα	[633, 1214, 819, 1246]
headline: ΘΑΝΑΤΟΣ ΕΝ ΠΛΩ	[66, 1719, 262, 1741]
headline: ΑΝΑΣΚΑΦΑΙ ΕΙΣ ΤΟ ΠΙΚΕΡΜΙ	[34, 1521, 293, 1540]
article-text: Παρακαλοῦνται οἱ δωρεὰν φωτογραφηθέντες χθὲς καὶ προχθὲς εἰς τὸ πιλοτουλεῖον τοῦ κ. Σεμπράκου, ὅπως διέλθωσιν ἐκ τοῦ ἐργαστηρίου διὰ νὰ λάβωσιν τὰς φωτογραφίας των.	[866, 773, 1131, 855]
article-text: (Ἰδιαίτ. τηλεγράφημα τοῦ «Ἐμπρός») ΡΩΜΗ, 28 Μαρτίου, (ἐμμέσως).—Τὸ «Βῆμα», δημοσιεῦον ἐκτενὲς ἄρθρον περὶ τοῦ μακεδονικοῦ κομιτάτου ἀνακινήσαν ζήτημα, ἀποκαλύπτει ὅτι τοῦ προβλήματος ὁ συντάκτης ἀποφαίνεται ὅτι ἡ Εὐρώπη πρέπει νὰ ἐπιβάλῃ τὴν τάξιν καὶ τὴν δικαιοσύνην εἰς τὰ τρία βιλαέτια τῆς Μακεδονίας. Ἀλλὰ δὲν θὰ ἐξαναγκασθῇ ἡ Πύλη νὰ παραχωρήσῃ	[1137, 1171, 1564, 1269]
headline: ΥΠΕΡ ΤΩΝ ΠΤΩΧΩΝ	[58, 558, 270, 579]
subheadline: Ὁ δῆμος καὶ ἡ Ἐθν. Τράπεζα	[345, 185, 570, 201]
article-text: Ὁ κυβερνήτης καὶ τοῦ Σουδὰν ἀπαιτηθεὶς παρείχε μέχρις 25 0)0. Διὰ πλεῖονος πληρωμὰς οἱ ἐνδιαφερόμενοι ἀκολουθοῦν τὴν ἀντιθέτην αὐτῶν πράξιν τῶν ὑποβληθεισῶν αὐτῶν τῶν ἀποζημιώσεων.	[327, 1560, 588, 1658]
headline: ΔΙΑ ΤΗΝ ΔΙΑΙΤΗΣΙΑΝ	[1239, 577, 1462, 599]
article-text: Περὶ τοὺς 25 περιηγητὰς ἀρχαιολόγους ἀφίχθησαν εἰς Ὀλυμπίαν διὰ τοῦ τραίνου τῆς 7 καὶ 20 π. μ. πρὸς ἐπίσκεψιν τῶν ἐκεῖ ἀρχαιοτήτων.	[594, 815, 858, 879]
signature: Δ. Κ.	[1529, 729, 1560, 744]
hats-advertisement	[594, 1324, 792, 1748]
